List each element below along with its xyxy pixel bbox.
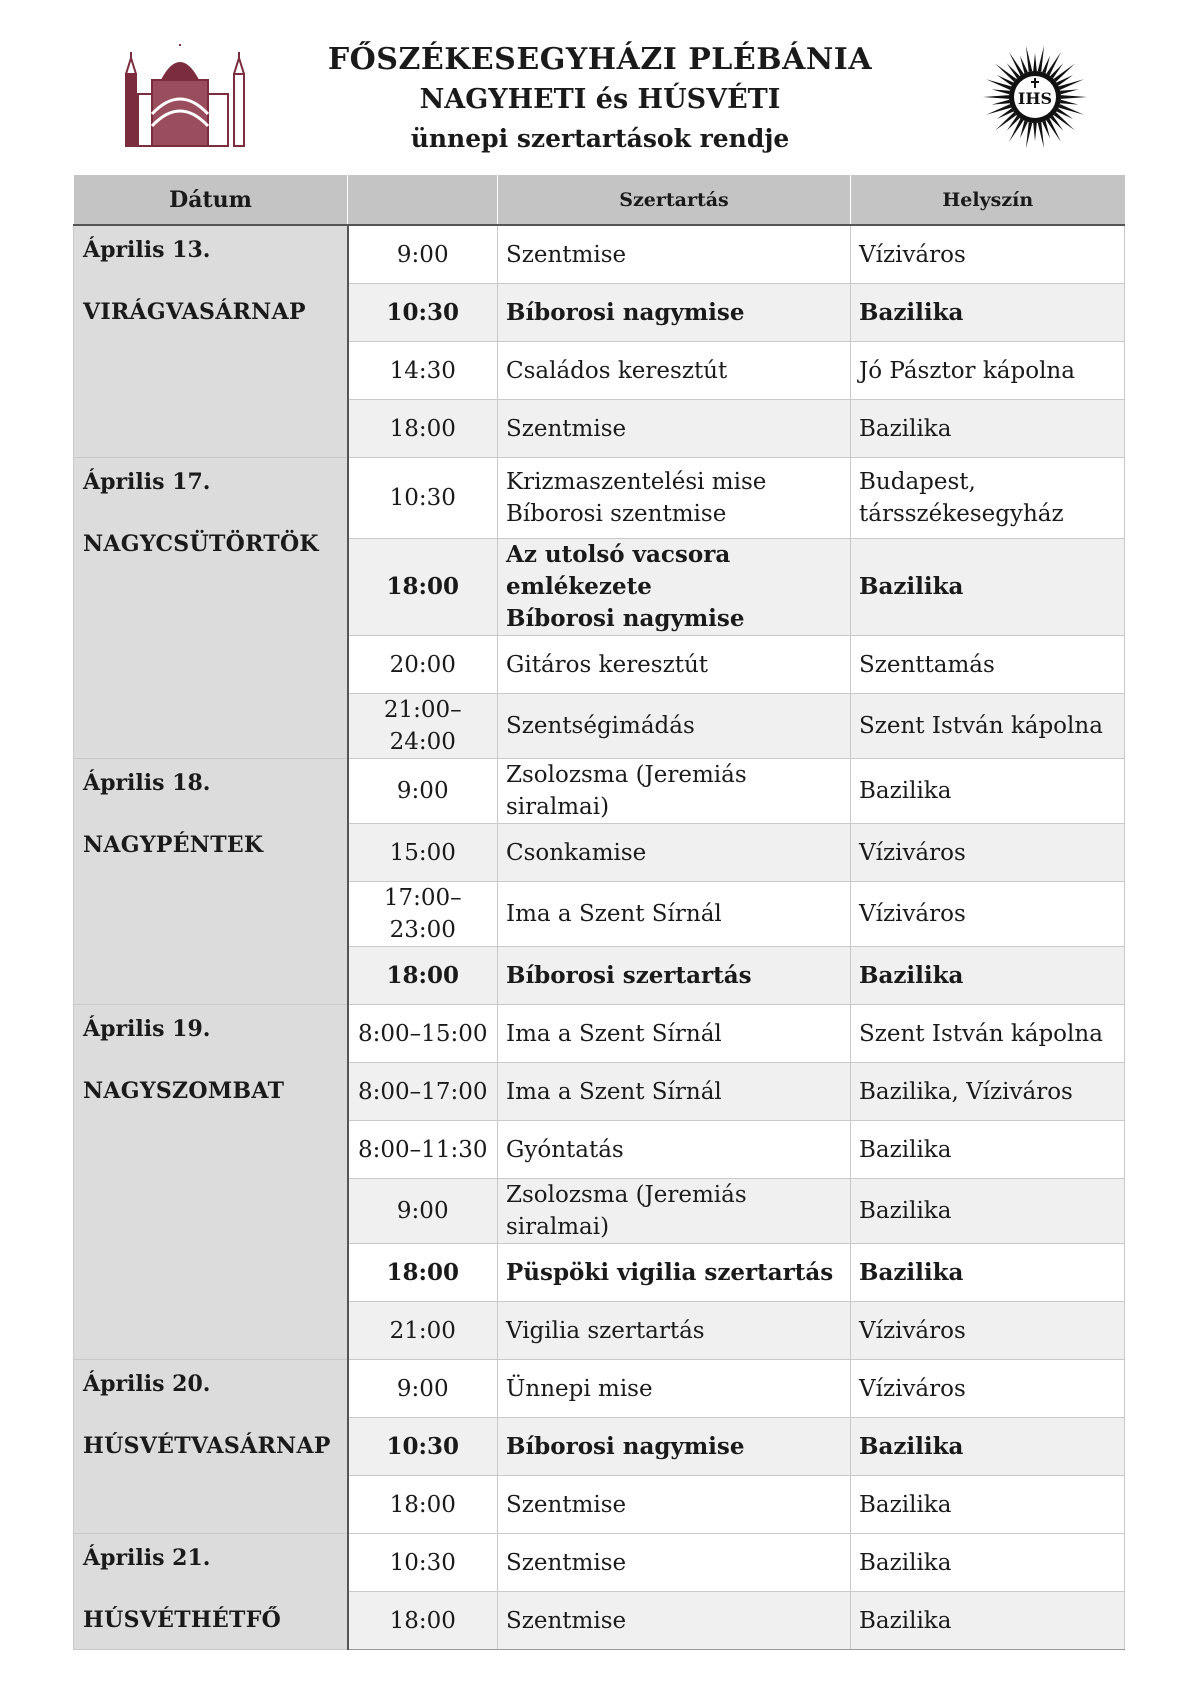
time-cell — [348, 636, 498, 694]
place-cell — [851, 539, 1125, 636]
time-cell-text: 10:30 — [386, 1432, 459, 1460]
day-cell — [74, 759, 348, 1005]
basilica-logo-icon — [122, 44, 252, 148]
rite-cell — [498, 1418, 851, 1476]
time-cell — [348, 1418, 498, 1476]
time-cell — [348, 1179, 498, 1244]
place-cell — [851, 1534, 1125, 1592]
time-cell — [348, 1121, 498, 1179]
rite-cell-text: Bíborosi nagymise — [506, 1432, 745, 1460]
place-cell-text: Bazilika — [859, 1432, 964, 1460]
day-date: Április 21. — [83, 1545, 211, 1571]
rite-cell-text: Csonkamise — [506, 839, 647, 866]
rite-cell — [498, 1179, 851, 1244]
place-cell-text: Szent István kápolna — [859, 1020, 1103, 1047]
rite-cell — [498, 947, 851, 1005]
day-date: Április 13. — [83, 237, 211, 263]
day-name: NAGYSZOMBAT — [83, 1078, 285, 1104]
day-name: VIRÁGVASÁRNAP — [83, 299, 306, 325]
day-name: NAGYPÉNTEK — [83, 832, 264, 858]
table-row — [74, 458, 1125, 539]
place-cell — [851, 1179, 1125, 1244]
time-cell — [348, 1592, 498, 1650]
time-cell — [348, 400, 498, 458]
place-cell — [851, 759, 1125, 824]
place-cell-text: Szenttamás — [859, 651, 995, 678]
rite-cell-text: Vigilia szertartás — [506, 1317, 705, 1344]
place-cell — [851, 1418, 1125, 1476]
rite-cell — [498, 284, 851, 342]
time-cell-text: 8:00–17:00 — [358, 1078, 488, 1105]
ihs-sun-icon — [980, 42, 1090, 152]
time-cell-text: 10:30 — [386, 298, 459, 326]
time-cell-text: 9:00 — [396, 1198, 449, 1224]
subtitle-line: ünnepi szertartások rendje — [410, 124, 790, 153]
rite-cell-text: Zsolozsma (Jeremiás siralmai) — [506, 762, 747, 820]
day-name: HÚSVÉTVASÁRNAP — [83, 1433, 331, 1459]
place-cell — [851, 284, 1125, 342]
place-cell-text: Víziváros — [859, 1375, 966, 1402]
title-line: NAGYHETI és HÚSVÉTI — [419, 84, 781, 115]
time-cell — [348, 458, 498, 539]
day-cell — [74, 458, 348, 759]
time-cell — [348, 225, 498, 284]
place-cell-text: Bazilika — [859, 961, 964, 989]
header-date: Dátum — [74, 175, 348, 225]
rite-cell-text: Gitáros keresztút — [506, 651, 709, 678]
rite-cell-text: Krizmaszentelési mise — [506, 469, 767, 495]
time-cell — [348, 694, 498, 759]
place-cell-text: Víziváros — [859, 839, 966, 866]
place-cell — [851, 1244, 1125, 1302]
day-date: Április 17. — [83, 469, 211, 495]
rite-cell — [498, 458, 851, 539]
time-cell — [348, 1005, 498, 1063]
place-cell-text: Bazilika — [859, 1258, 964, 1286]
time-cell-text: 18:00 — [386, 573, 459, 600]
place-cell-text: Bazilika — [859, 298, 964, 326]
header-rite: Szertartás — [498, 175, 851, 225]
rite-cell — [498, 694, 851, 759]
place-cell-text: Víziváros — [859, 1317, 966, 1344]
place-cell — [851, 1063, 1125, 1121]
place-cell-text: Bazilika — [859, 1549, 952, 1576]
rite-cell-text: Családos keresztút — [506, 357, 728, 384]
time-cell — [348, 1244, 498, 1302]
header-place: Helyszín — [851, 175, 1125, 225]
day-cell — [74, 1360, 348, 1534]
time-cell-text: 10:30 — [389, 485, 456, 511]
time-cell-text: 18:00 — [389, 1607, 456, 1634]
place-cell-text: Bazilika — [859, 1198, 952, 1224]
time-cell — [348, 759, 498, 824]
rite-cell — [498, 1063, 851, 1121]
rite-cell-text: Ima a Szent Sírnál — [506, 1078, 722, 1105]
rite-cell — [498, 636, 851, 694]
rite-cell-text: Püspöki vigilia szertartás — [506, 1258, 834, 1286]
schedule-table — [73, 175, 1125, 1650]
place-cell — [851, 947, 1125, 1005]
rite-cell-text: Szentmise — [506, 415, 627, 442]
rite-cell — [498, 342, 851, 400]
time-cell-text: 18:00 — [386, 961, 459, 989]
place-cell — [851, 1121, 1125, 1179]
rite-cell-text: Bíborosi szertartás — [506, 961, 752, 989]
time-cell — [348, 1063, 498, 1121]
table-row — [74, 1534, 1125, 1592]
rite-cell — [498, 1121, 851, 1179]
time-cell — [348, 1476, 498, 1534]
day-cell — [74, 1534, 348, 1650]
place-cell-text: Bazilika — [859, 1491, 952, 1518]
place-cell — [851, 824, 1125, 882]
rite-cell — [498, 225, 851, 284]
time-cell-text: 20:00 — [389, 651, 456, 678]
time-cell — [348, 947, 498, 1005]
place-cell — [851, 225, 1125, 284]
table-header-row — [74, 175, 1125, 225]
table-row — [74, 225, 1125, 284]
rite-cell-text: Ima a Szent Sírnál — [506, 901, 722, 927]
place-cell-text: Bazilika — [859, 1136, 952, 1163]
ihs-monogram: IHS — [1017, 89, 1053, 108]
time-cell — [348, 1534, 498, 1592]
place-cell-text: Bazilika — [859, 1607, 952, 1634]
day-name: NAGYCSÜTÖRTÖK — [83, 531, 319, 557]
place-cell — [851, 400, 1125, 458]
time-cell — [348, 1360, 498, 1418]
rite-cell — [498, 1005, 851, 1063]
rite-cell-text: Bíborosi nagymise — [506, 298, 745, 326]
place-cell-text: Szent István kápolna — [859, 713, 1103, 739]
place-cell — [851, 458, 1125, 539]
day-cell — [74, 225, 348, 458]
rite-cell — [498, 824, 851, 882]
rite-cell — [498, 1302, 851, 1360]
time-cell-text: 21:00–24:00 — [383, 697, 462, 755]
place-cell — [851, 636, 1125, 694]
rite-cell — [498, 400, 851, 458]
table-row — [74, 1360, 1125, 1418]
time-cell — [348, 284, 498, 342]
rite-cell — [498, 882, 851, 947]
rite-cell-text: Gyóntatás — [506, 1136, 624, 1163]
place-cell-text: Bazilika — [859, 778, 952, 804]
time-cell-text: 18:00 — [389, 1491, 456, 1518]
rite-cell-text: Szentmise — [506, 1607, 627, 1634]
time-cell — [348, 342, 498, 400]
time-cell-text: 8:00–11:30 — [358, 1136, 488, 1163]
place-cell-text: Bazilika, Víziváros — [859, 1078, 1073, 1105]
rite-cell-text: Ima a Szent Sírnál — [506, 1020, 722, 1047]
time-cell — [348, 882, 498, 947]
table-row — [74, 759, 1125, 824]
rite-cell — [498, 1592, 851, 1650]
place-cell — [851, 342, 1125, 400]
rite-cell-text: Szentmise — [506, 1491, 627, 1518]
place-cell-text: társszékesegyház — [859, 501, 1064, 527]
place-cell-text: Bazilika — [859, 573, 964, 600]
day-date: Április 18. — [83, 770, 211, 796]
rite-cell — [498, 759, 851, 824]
day-date: Április 20. — [83, 1371, 211, 1397]
place-cell — [851, 1302, 1125, 1360]
rite-cell — [498, 1244, 851, 1302]
rite-cell — [498, 1360, 851, 1418]
place-cell-text: Víziváros — [859, 241, 966, 268]
time-cell-text: 18:00 — [386, 1258, 459, 1286]
place-cell — [851, 694, 1125, 759]
place-cell-text: Jó Pásztor kápolna — [859, 357, 1075, 384]
page-header — [0, 0, 1200, 170]
time-cell — [348, 1302, 498, 1360]
rite-cell-text: Bíborosi szentmise — [506, 501, 727, 527]
time-cell-text: 8:00–15:00 — [358, 1020, 488, 1047]
rite-cell-text: Szentmise — [506, 241, 627, 268]
table-row — [74, 1005, 1125, 1063]
rite-cell-text: Szentmise — [506, 1549, 627, 1576]
time-cell-text: 9:00 — [396, 241, 449, 268]
place-cell-text: Bazilika — [859, 415, 952, 442]
place-cell — [851, 1360, 1125, 1418]
time-cell — [348, 539, 498, 636]
time-cell-text: 14:30 — [389, 357, 456, 384]
day-name: HÚSVÉTHÉTFŐ — [83, 1607, 282, 1633]
time-cell-text: 15:00 — [389, 839, 456, 866]
place-cell — [851, 1592, 1125, 1650]
header-time — [348, 175, 498, 225]
rite-cell — [498, 539, 851, 636]
rite-cell-text: Szentségimádás — [506, 713, 695, 739]
place-cell — [851, 1476, 1125, 1534]
time-cell — [348, 824, 498, 882]
place-cell — [851, 882, 1125, 947]
time-cell-text: 10:30 — [389, 1549, 456, 1576]
rite-cell-text: Bíborosi nagymise — [506, 605, 745, 632]
time-cell-text: 9:00 — [396, 778, 449, 804]
day-cell — [74, 1005, 348, 1360]
place-cell — [851, 1005, 1125, 1063]
time-cell-text: 17:00–23:00 — [383, 885, 462, 943]
rite-cell-text: Ünnepi mise — [506, 1375, 653, 1402]
rite-cell-text: Zsolozsma (Jeremiás siralmai) — [506, 1182, 747, 1240]
time-cell-text: 18:00 — [389, 415, 456, 442]
place-cell-text: Víziváros — [859, 901, 966, 927]
parish-name: FŐSZÉKESEGYHÁZI PLÉBÁNIA — [327, 42, 873, 77]
time-cell-text: 9:00 — [396, 1375, 449, 1402]
rite-cell — [498, 1476, 851, 1534]
time-cell-text: 21:00 — [389, 1317, 456, 1344]
day-date: Április 19. — [83, 1016, 211, 1042]
rite-cell-text: Az utolsó vacsora emlékezete — [506, 541, 731, 600]
title-block — [300, 40, 900, 158]
rite-cell — [498, 1534, 851, 1592]
place-cell-text: Budapest, — [859, 469, 976, 495]
